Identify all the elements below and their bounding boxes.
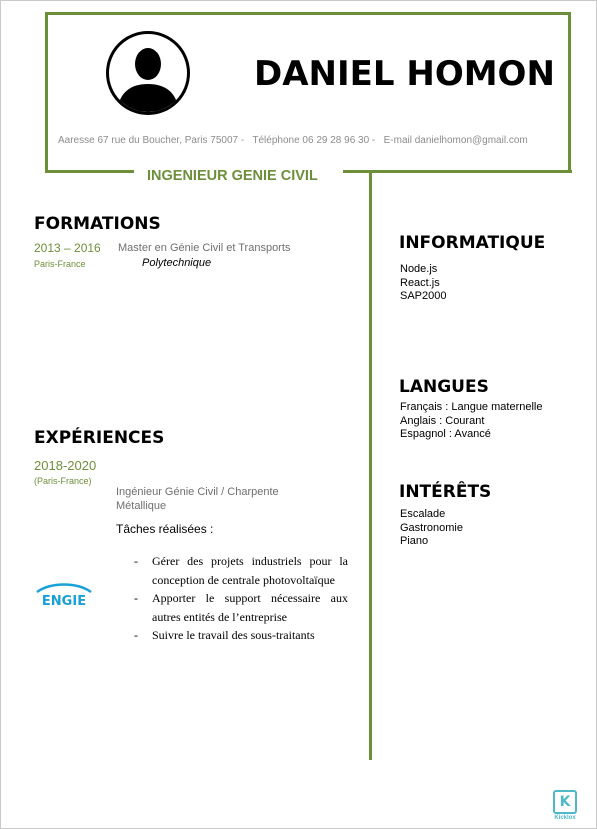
- contact-phone: Téléphone 06 29 28 96 30 -: [252, 135, 376, 146]
- formation-years: 2013 – 2016: [34, 241, 101, 255]
- task-item: - Apporter le support nécessaire aux autres entités de l’entreprise: [134, 589, 348, 626]
- informatique-item: React.js: [400, 276, 440, 289]
- engie-logo-text: ENGIE: [41, 594, 87, 609]
- contact-email[interactable]: E-mail danielhomon@gmail.com: [383, 135, 528, 146]
- tasks-list: [134, 552, 348, 645]
- informatique-list: [400, 263, 446, 304]
- formation-location: Paris-France: [34, 259, 86, 269]
- formation-degree: Master en Génie Civil et Transports: [118, 242, 291, 254]
- informatique-heading: INFORMATIQUE: [399, 233, 546, 253]
- interets-heading: INTÉRÊTS: [399, 482, 492, 502]
- engie-logo: [33, 583, 95, 609]
- langue-item: Espagnol : Avancé: [400, 428, 491, 440]
- langues-heading: LANGUES: [399, 377, 489, 397]
- interet-item: Gastronomie: [400, 521, 463, 534]
- column-divider: [369, 172, 372, 760]
- contact-line: [58, 135, 528, 146]
- interets-list: [400, 508, 463, 549]
- candidate-name: DANIEL HOMON: [254, 54, 555, 94]
- experiences-heading: EXPÉRIENCES: [34, 428, 165, 448]
- task-item: - Suivre le travail des sous-traitants: [134, 626, 348, 645]
- informatique-item: SAP2000: [400, 290, 447, 302]
- job-title: INGENIEUR GENIE CIVIL: [147, 168, 318, 184]
- frame-divider-left: [45, 170, 134, 173]
- contact-address: Aaresse 67 rue du Boucher, Paris 75007 -: [58, 135, 245, 146]
- kicklox-logo-text: Kicklox: [554, 815, 576, 821]
- informatique-item: Node.js: [400, 263, 438, 275]
- avatar-icon: [106, 31, 190, 115]
- tasks-heading: Tâches réalisées :: [116, 522, 214, 536]
- langue-item: Français : Langue maternelle: [400, 401, 543, 413]
- experience-role-line2: Métallique: [116, 500, 167, 512]
- langues-list: [400, 401, 542, 442]
- interet-item: Piano: [400, 535, 429, 547]
- langue-item: Anglais : Courant: [400, 414, 485, 427]
- experience-location: (Paris-France): [34, 476, 92, 486]
- formations-heading: FORMATIONS: [34, 214, 161, 234]
- experience-years: 2018-2020: [34, 458, 97, 473]
- kicklox-logo-letter: K: [553, 790, 577, 814]
- formation-school: Polytechnique: [142, 257, 212, 269]
- task-item: - Gérer des projets industriels pour la conception de centrale photovoltaïque: [134, 552, 348, 589]
- kicklox-logo: [552, 790, 578, 822]
- interet-item: Escalade: [400, 508, 446, 520]
- experience-role-line1: Ingénieur Génie Civil / Charpente: [116, 486, 279, 498]
- frame-divider-right: [343, 170, 572, 173]
